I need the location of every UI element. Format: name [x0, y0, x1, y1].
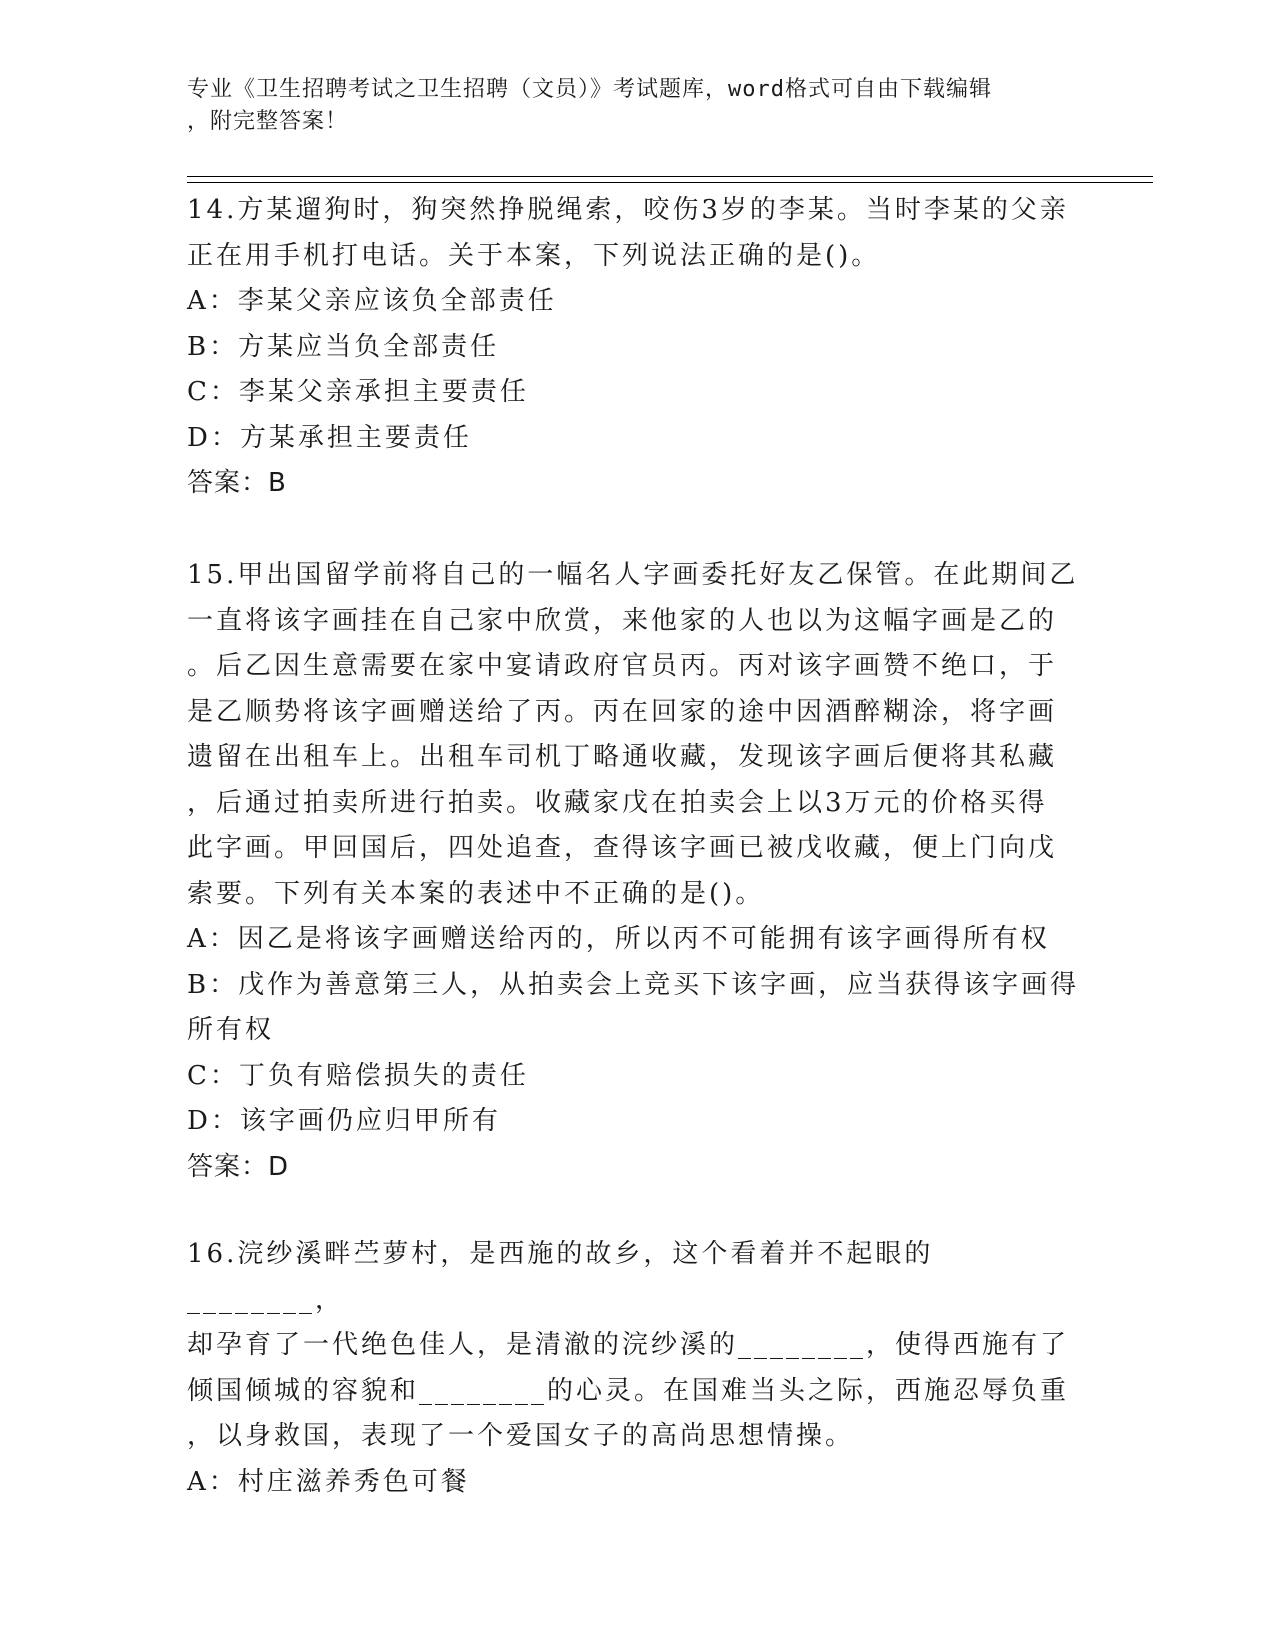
- option-b: B：方某应当负全部责任: [187, 331, 500, 362]
- option-b: B：戊作为善意第三人，从拍卖会上竞买下该字画，应当获得该字画得: [187, 969, 1080, 1000]
- question-stem-line: 。后乙因生意需要在家中宴请政府官员丙。丙对该字画赞不绝口，于: [187, 651, 1058, 681]
- question-stem-line: 此字画。甲回国后，四处追查，查得该字画已被戊收藏，便上门向戊: [187, 833, 1058, 863]
- question-stem-line: 一直将该字画挂在自己家中欣赏，来他家的人也以为这幅字画是乙的: [187, 605, 1058, 636]
- answer-label: 答案：D: [187, 1151, 290, 1182]
- option-c: C：李某父亲承担主要责任: [187, 377, 529, 407]
- option-a: A：村庄滋养秀色可餐: [187, 1466, 470, 1497]
- question-stem-line: 遗留在出租车上。出租车司机丁略通收藏，发现该字画后便将其私藏: [187, 742, 1058, 772]
- question-stem-line: 却孕育了一代绝色佳人，是清澈的浣纱溪的________，使得西施有了: [187, 1330, 1070, 1360]
- question-16: [187, 1232, 1087, 1505]
- question-stem-line: 14.方某遛狗时，狗突然挣脱绳索，咬伤3岁的李某。当时李某的父亲: [187, 195, 1069, 225]
- question-stem-line: 正在用手机打电话。关于本案，下列说法正确的是()。: [187, 240, 881, 271]
- header-line-2: ，附完整答案！: [187, 109, 349, 134]
- question-stem-line: 15.甲出国留学前将自己的一幅名人字画委托好友乙保管。在此期间乙: [187, 560, 1079, 590]
- header-line-1: 专业《卫生招聘考试之卫生招聘（文员）》考试题库，word格式可自由下载编辑: [187, 77, 992, 102]
- question-stem-line: 16.浣纱溪畔苎萝村，是西施的故乡，这个看着并不起眼的________，: [187, 1239, 934, 1315]
- option-d: D：该字画仍应归甲所有: [187, 1106, 501, 1136]
- question-stem-line: 倾国倾城的容貌和________的心灵。在国难当头之际，西施忍辱负重: [187, 1375, 1070, 1406]
- question-15: [187, 553, 1087, 1190]
- option-a: A：李某父亲应该负全部责任: [187, 286, 557, 316]
- answer-label: 答案：B: [187, 468, 287, 498]
- option-c: C：丁负有赔偿损失的责任: [187, 1060, 529, 1091]
- question-14: [187, 188, 1087, 507]
- document-header: [187, 74, 1087, 138]
- header-rule-bottom: [187, 182, 1153, 183]
- option-a: A：因乙是将该字画赠送给丙的，所以丙不可能拥有该字画得所有权: [187, 924, 1050, 954]
- header-rule-top: [187, 176, 1153, 177]
- option-b-continued: 所有权: [187, 1015, 275, 1045]
- question-stem-line: 索要。下列有关本案的表述中不正确的是()。: [187, 878, 765, 909]
- question-stem-line: ，后通过拍卖所进行拍卖。收藏家戊在拍卖会上以3万元的价格买得: [187, 787, 1048, 818]
- question-stem-line: 是乙顺势将该字画赠送给了丙。丙在回家的途中因酒醉糊涂，将字画: [187, 696, 1058, 727]
- question-stem-line: ，以身救国，表现了一个爱国女子的高尚思想情操。: [187, 1421, 855, 1451]
- option-d: D：方某承担主要责任: [187, 422, 472, 453]
